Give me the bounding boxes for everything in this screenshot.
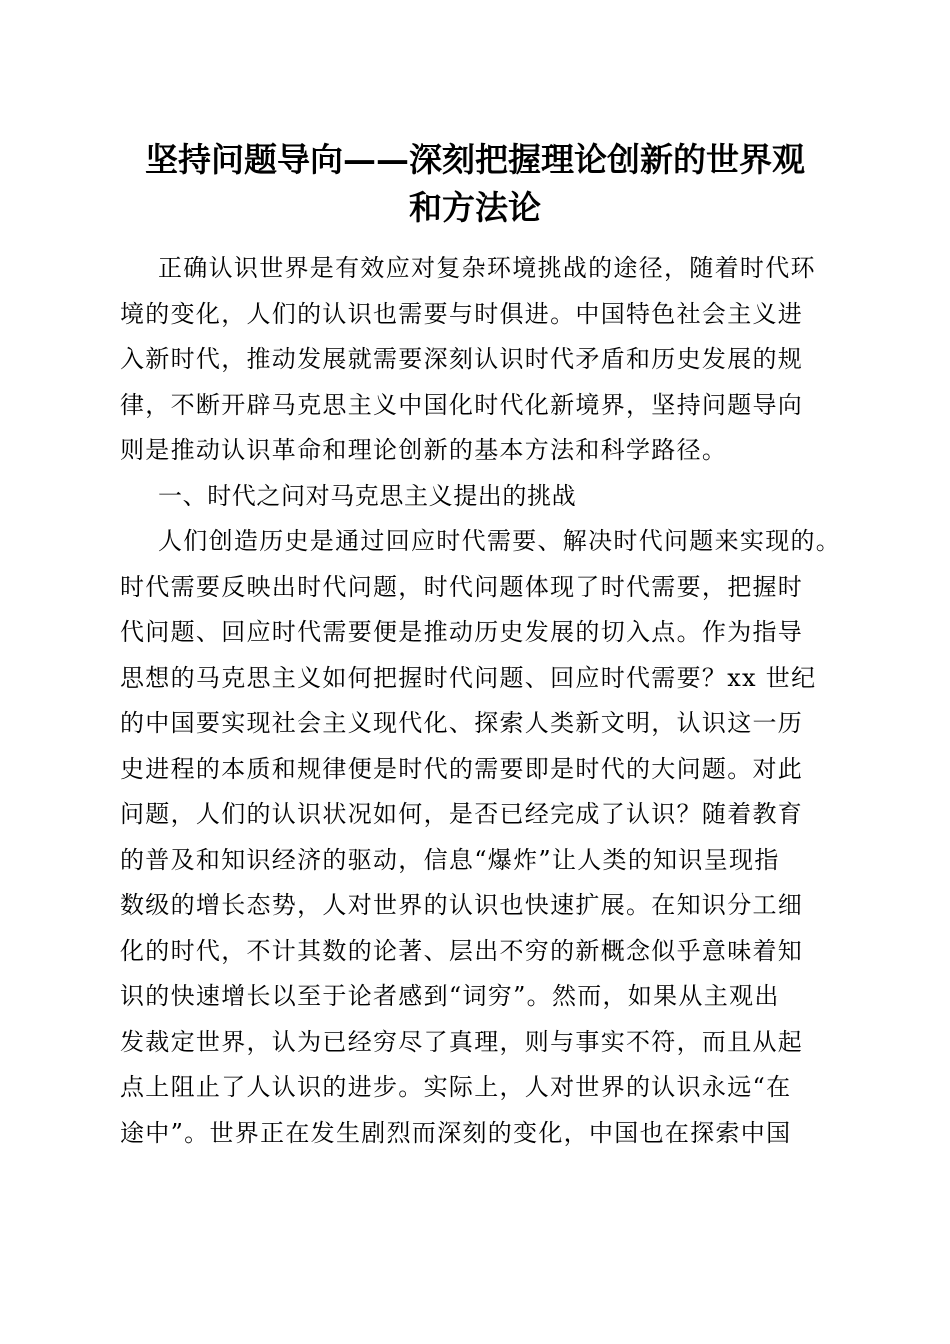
paragraph-line: 入新时代，推动发展就需要深刻认识时代矛盾和历史发展的规: [120, 345, 804, 373]
document-body: [120, 246, 842, 1156]
section-heading: 一、时代之问对马克思主义提出的挑战: [158, 481, 577, 510]
paragraph-line: 时代需要反映出时代问题，时代问题体现了时代需要，把握时: [120, 572, 804, 601]
paragraph-line: 律，不断开辟马克思主义中国化时代化新境界，坚持问题导向: [120, 390, 804, 419]
paragraph-line: 人们创造历史是通过回应时代需要、解决时代问题来实现的。: [158, 527, 842, 555]
paragraph-line: 代问题、回应时代需要便是推动历史发展的切入点。作为指导: [120, 618, 804, 646]
paragraph-line: 化的时代，不计其数的论著、层出不穷的新概念似乎意味着知: [120, 936, 804, 965]
paragraph-line: 点上阻止了人认识的进步。实际上，人对世界的认识永远“在: [120, 1073, 792, 1101]
paragraph-line: 问题，人们的认识状况如何，是否已经完成了认识？随着教育: [120, 800, 804, 828]
document-title: [110, 136, 840, 232]
paragraph-line: 正确认识世界是有效应对复杂环境挑战的途径，随着时代环: [158, 254, 816, 282]
title-line-2: 和方法论: [409, 188, 541, 227]
paragraph-line: 史进程的本质和规律便是时代的需要即是时代的大问题。对此: [120, 754, 804, 783]
paragraph-line: 途中”。世界正在发生剧烈而深刻的变化，中国也在探索中国: [120, 1118, 792, 1147]
paragraph-line: 数级的增长态势，人对世界的认识也快速扩展。在知识分工细: [120, 891, 804, 919]
paragraph-line: 境的变化，人们的认识也需要与时俱进。中国特色社会主义进: [120, 299, 804, 328]
paragraph-line: 思想的马克思主义如何把握时代问题、回应时代需要？xx 世纪: [120, 663, 817, 692]
paragraph-line: 则是推动认识革命和理论创新的基本方法和科学路径。: [120, 436, 728, 464]
paragraph-line: 的中国要实现社会主义现代化、探索人类新文明，认识这一历: [120, 709, 804, 737]
paragraph-line: 识的快速增长以至于论者感到“词穷”。然而，如果从主观出: [120, 982, 780, 1010]
title-line-1: 坚持问题导向——深刻把握理论创新的世界观: [145, 140, 805, 179]
paragraph-line: 的普及和知识经济的驱动，信息“爆炸”让人类的知识呈现指: [120, 845, 780, 874]
paragraph-line: 发裁定世界，认为已经穷尽了真理，则与事实不符，而且从起: [120, 1027, 804, 1056]
